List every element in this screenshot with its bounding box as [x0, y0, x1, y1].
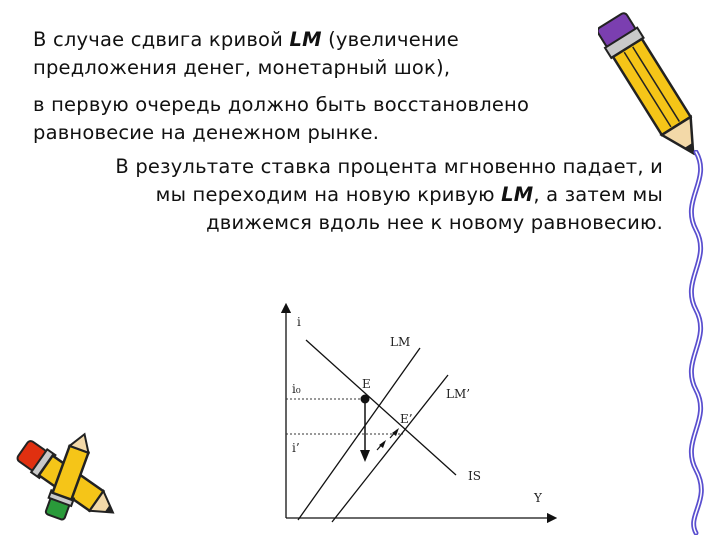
paragraph-money-market: [33, 91, 633, 147]
paragraph-lm-shift: [33, 26, 593, 82]
squiggle-line-icon: [672, 150, 720, 535]
p1-lm-term: LM: [289, 28, 322, 51]
i0-label: i₀: [292, 382, 301, 396]
point-e-label: E: [362, 377, 371, 391]
p1-text-end: (увеличение предложения денег, монетарный шок),: [33, 28, 459, 79]
paragraph-result: [103, 153, 663, 237]
x-axis-label: Y: [534, 491, 542, 505]
pencil-decoration-icon: [598, 0, 708, 170]
lm-new-curve-label: LM’: [446, 387, 471, 401]
y-axis-label: i: [297, 315, 301, 329]
is-curve-label: IS: [468, 469, 481, 483]
p1-text-start: В случае сдвига кривой: [33, 28, 290, 51]
point-e: [361, 395, 370, 404]
i-new-label: i’: [292, 441, 300, 455]
p3-text-end: , а затем мы движемся вдоль нее к новому равновесию.: [206, 183, 663, 234]
point-e-new-label: E’: [400, 412, 413, 426]
p2-text: в первую очередь должно быть восстановлено равновесие на денежном рынке.: [33, 93, 530, 144]
rate-drop-arrowhead: [360, 450, 370, 462]
pencils-decoration-icon: [0, 430, 130, 540]
lm-curve-label: LM: [390, 335, 411, 349]
p3-text-start: В результате ставка процента мгновенно падает, и мы переходим на новую кривую: [115, 155, 663, 206]
is-curve: [306, 340, 456, 475]
p3-lm-term: LM: [501, 183, 534, 206]
is-lm-diagram: [270, 300, 560, 525]
